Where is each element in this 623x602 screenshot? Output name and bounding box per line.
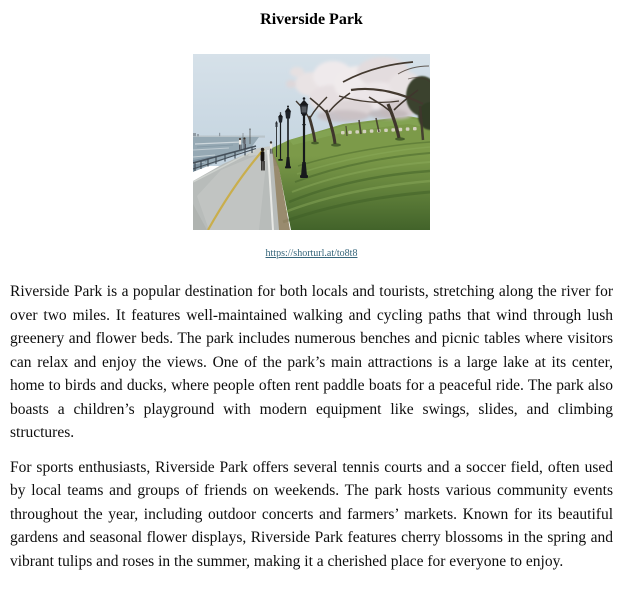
paragraph-2: For sports enthusiasts, Riverside Park offers several tennis courts and a soccer field, often used by local teams and groups of friends on weekends. The park hosts various community events throughout the year, including outdoor concerts and farmers’ markets. Known for its beautiful gardens and seasonal flower displays, Riverside Park features cherry blossoms in the spring and vibrant tulips and roses in the summer, making it a cherished place for everyone to enjoy. <box>10 458 613 570</box>
paragraph-1: Riverside Park is a popular destination for both locals and tourists, stretching along the river for over two miles. It features well-maintained walking and cycling paths that wind through lush greenery and flower beds. The park includes numerous benches and picnic tables where visitors can relax and enjoy the views. One of the park’s main attractions is a large lake at its center, home to birds and ducks, where people often rent paddle boats for a peaceful ride. The park also boasts a children’s playground with modern equipment like swings, slides, and climbing structures. <box>10 283 613 441</box>
photo-block <box>0 54 623 230</box>
image-source-line <box>0 247 623 260</box>
image-source-link[interactable]: https://shorturl.at/to8t8 <box>265 248 358 259</box>
park-photo <box>193 54 430 230</box>
document-title: Riverside Park <box>260 11 363 28</box>
document-page <box>0 10 623 602</box>
